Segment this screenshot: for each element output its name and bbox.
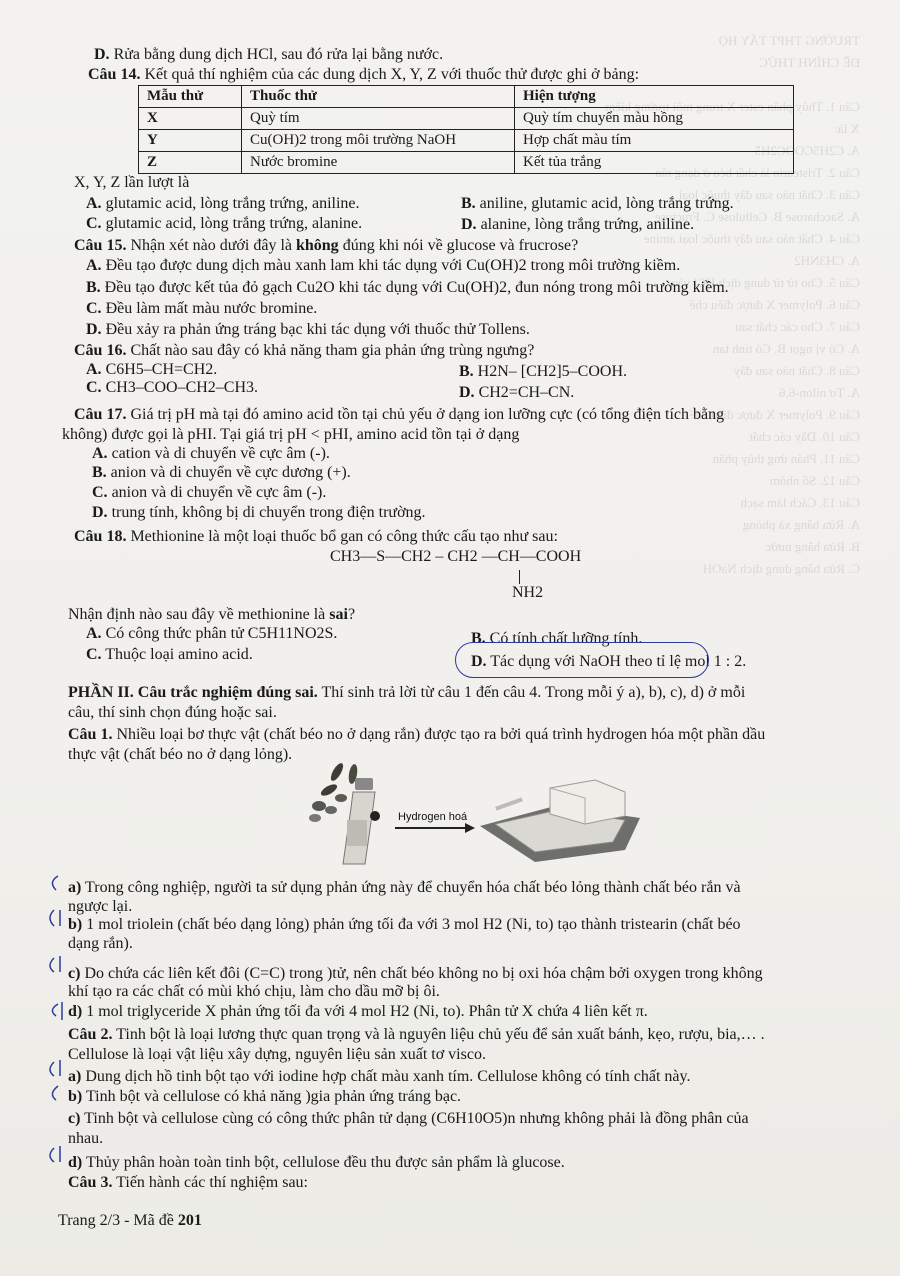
bullet-dot	[370, 811, 380, 821]
c1-c-line1: c) Do chứa các liên kết đôi (C=C) trong )tử, nên chất béo không no bị oxi hóa chậm bởi oxygen trong không	[68, 965, 763, 982]
methionine-formula: CH3—S—CH2 – CH2 —CH—COOH	[330, 548, 582, 565]
q14-option-c: C. glutamic acid, lòng trắng trứng, alanine.	[86, 215, 363, 232]
table-cell: Quỳ tím	[242, 108, 515, 130]
q18-option-d: D. Tác dụng với NaOH theo tỉ lệ mol 1 : 2.	[471, 653, 747, 670]
pen-margin-marks	[40, 870, 70, 1170]
q18-stem: Câu 18. Methionine là một loại thuốc bổ gan có công thức cấu tạo như sau:	[74, 528, 558, 545]
q14-option-a: A. glutamic acid, lòng trắng trứng, aniline.	[86, 195, 360, 212]
c1-d: d) 1 mol triglyceride X phản ứng tối đa với 4 mol H2 (Ni, to). Phân tử X chứa 4 liên kết π.	[68, 1003, 648, 1020]
q15-option-c: C. Đều làm mất màu nước bromine.	[86, 300, 318, 317]
q14-option-b: B. aniline, glutamic acid, lòng trắng trứng.	[461, 195, 734, 212]
hydrogenation-illustration	[295, 758, 655, 870]
c3-stem: Câu 3. Tiến hành các thí nghiệm sau:	[68, 1174, 308, 1191]
q14-stem: Câu 14. Kết quả thí nghiệm của các dung dịch X, Y, Z với thuốc thử được ghi ở bảng:	[88, 66, 640, 83]
q16-option-d: D. CH2=CH–CN.	[459, 384, 575, 401]
q17-option-a: A. cation và di chuyển về cực âm (-).	[92, 445, 330, 462]
methionine-nh2: NH2	[512, 584, 544, 601]
q18-option-a: A. Có công thức phân tử C5H11NO2S.	[86, 625, 338, 642]
q18-question: Nhận định nào sau đây về methionine là sai?	[68, 606, 356, 623]
hydrogenation-figure	[295, 758, 655, 870]
c1-stem-line1: Câu 1. Nhiều loại bơ thực vật (chất béo no ở dạng rắn) được tạo ra bởi quá trình hydrogen hóa một phần dầu	[68, 726, 766, 743]
table-cell: Quỳ tím chuyển màu hồng	[515, 108, 794, 130]
q15-option-a: A. Đều tạo được dung dịch màu xanh lam khi tác dụng với Cu(OH)2 trong môi trường kiềm.	[86, 257, 681, 274]
bleed-through-text: TRƯỜNG THPT TẤY HỌ ĐỀ CHÍNH THỨC Câu 1. Thủy phân ester X trong môi trường kiềm X là: A. C2H5COOC2H5 Câu 2. Tristearin là chất béo ở dạng rắn Câu 3. Chất nào sau đây thuộc loại A. Saccharose B. Cellulose C. Fructose Câu 4. Chất nào sau đây thuộc loại amine A. CH3NH2 Câu 5. Cho từ từ dung dịch HCl vào Câu 6. Polymer X được điều chế Câu 7. Cho các chất sau A. Có vị ngọt B. Có tính tan Câu 8. Chất nào sau đây A. Tơ nilon-6,6 Câu 9. Polymer X được điều chế Câu 10. Dãy các chất Câu 11. Phản ứng thủy phân Câu 12. Số nhóm Câu 13. Cách làm sạch A. Rửa bằng xà phòng B. Rửa bằng nước C. Rửa bằng dung dịch NaOH	[605, 33, 860, 576]
q17-stem-line2: không) được gọi là pHI. Tại giá trị pH < pHI, amino acid tồn tại ở dạng	[62, 426, 520, 443]
q16-option-c: C. CH3–COO–CH2–CH3.	[86, 379, 259, 396]
q14-after: X, Y, Z lần lượt là	[74, 174, 190, 191]
q14-option-d: D. alanine, lòng trắng trứng, aniline.	[461, 216, 695, 233]
table-cell: Kết tủa trắng	[515, 152, 794, 174]
table-row	[139, 130, 794, 152]
table-cell: Z	[139, 152, 242, 174]
figure-label: Hydrogen hoá	[398, 811, 468, 823]
q16-option-a: A. C6H5–CH=CH2.	[86, 361, 218, 378]
q16-option-b: B. H2N– [CH2]5–COOH.	[459, 363, 627, 380]
q15-stem: Câu 15. Nhận xét nào dưới đây là không đúng khi nói về glucose và frucrose?	[74, 237, 579, 254]
q16-stem: Câu 16. Chất nào sau đây có khả năng tham gia phản ứng trùng ngưng?	[74, 342, 535, 359]
q15-option-d: D. Đều xảy ra phản ứng tráng bạc khi tác dụng với thuốc thử Tollens.	[86, 321, 530, 338]
table-header: Hiện tượng	[515, 86, 794, 108]
part2-line2: câu, thí sinh chọn đúng hoặc sai.	[68, 704, 277, 721]
table-row	[139, 108, 794, 130]
q13-option-d: D. Rửa bằng dung dịch HCl, sau đó rửa lại bằng nước.	[94, 46, 444, 63]
c2-c-line2: nhau.	[68, 1130, 104, 1147]
c2-c-line1: c) Tinh bột và cellulose cùng có công thức phân tử dạng (C6H10O5)n nhưng không phải là đồng phân của	[68, 1110, 749, 1127]
q15-option-b: B. Đều tạo được kết tủa đỏ gạch Cu2O khi tác dụng với Cu(OH)2, đun nóng trong môi trường kiềm.	[86, 279, 729, 296]
c1-stem-line2: thực vật (chất béo no ở dạng lỏng).	[68, 746, 293, 763]
pen-circle-mark	[455, 642, 709, 678]
q18-option-b: B. Có tính chất lưỡng tính.	[471, 630, 643, 647]
c2-d: d) Thủy phân hoàn toàn tinh bột, cellulose đều thu được sản phẩm là glucose.	[68, 1154, 565, 1171]
c1-b-line1: b) 1 mol triolein (chất béo dạng lỏng) phản ứng tối đa với 3 mol H2 (Ni, to) tạo thành tristearin (chất béo	[68, 916, 741, 933]
c1-c-line2: khí tạo ra các chất có mùi khó chịu, làm cho dầu mỡ bị ôi.	[68, 983, 440, 1000]
q17-option-d: D. trung tính, không bị di chuyển trong điện trường.	[92, 504, 426, 521]
q14-table	[138, 85, 794, 174]
c2-b: b) Tinh bột và cellulose có khả năng )gia phản ứng tráng bạc.	[68, 1088, 462, 1105]
formula-bond	[519, 570, 521, 584]
c2-stem-line1: Câu 2. Tinh bột là loại lương thực quan trọng và là nguyên liệu chủ yếu để sản xuất bánh, kẹo, rượu, bia,… .	[68, 1026, 765, 1043]
c2-a: a) Dung dịch hồ tinh bột tạo với iodine hợp chất màu xanh tím. Cellulose không có tính chất này.	[68, 1068, 691, 1085]
table-row	[139, 152, 794, 174]
q17-option-b: B. anion và di chuyển về cực dương (+).	[92, 464, 351, 481]
table-cell: Y	[139, 130, 242, 152]
table-cell: X	[139, 108, 242, 130]
part2-line1: PHẦN II. Câu trắc nghiệm đúng sai. Thí sinh trả lời từ câu 1 đến câu 4. Trong mỗi ý a), b), c), d) ở mỗi	[68, 684, 746, 701]
table-header: Mẫu thử	[139, 86, 242, 108]
table-cell: Hợp chất màu tím	[515, 130, 794, 152]
table-cell: Nước bromine	[242, 152, 515, 174]
q18-option-c: C. Thuộc loại amino acid.	[86, 646, 253, 663]
c1-a-line1: a) Trong công nghiệp, người ta sử dụng phản ứng này để chuyển hóa chất béo lỏng thành chất béo rắn và	[68, 879, 741, 896]
page-footer: Trang 2/3 - Mã đề 201	[58, 1212, 202, 1229]
table-header: Thuốc thử	[242, 86, 515, 108]
q17-option-c: C. anion và di chuyển về cực âm (-).	[92, 484, 327, 501]
table-cell: Cu(OH)2 trong môi trường NaOH	[242, 130, 515, 152]
c2-stem-line2: Cellulose là loại vật liệu xây dựng, nguyên liệu sản xuất tơ visco.	[68, 1046, 486, 1063]
c1-b-line2: dạng rắn).	[68, 935, 133, 952]
q17-stem-line1: Câu 17. Giá trị pH mà tại đó amino acid tồn tại chủ yếu ở dạng ion lưỡng cực (có tổng điện tích bằng	[74, 406, 725, 423]
table-header-row	[139, 86, 794, 108]
c1-a-line2: ngược lại.	[68, 898, 133, 915]
